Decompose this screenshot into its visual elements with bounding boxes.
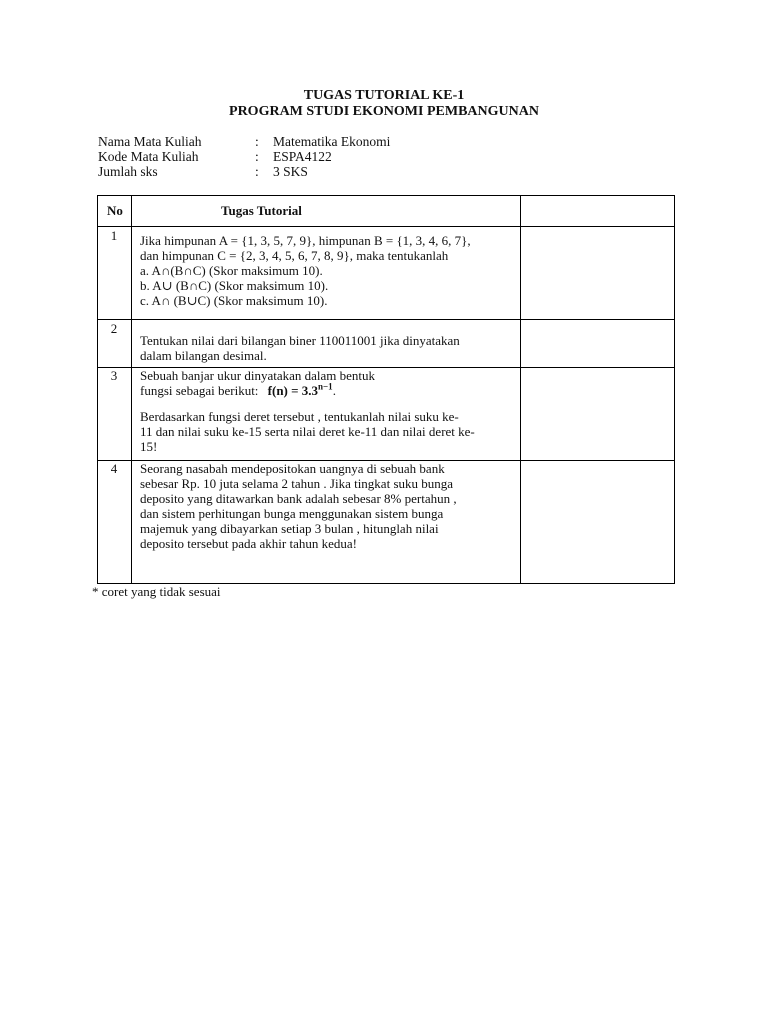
task-line: Jika himpunan A = {1, 3, 5, 7, 9}, himpunan B = {1, 3, 4, 6, 7}, bbox=[140, 233, 471, 248]
row-number: 4 bbox=[110, 461, 118, 476]
table-col-divider bbox=[131, 195, 132, 584]
task-line: Berdasarkan fungsi deret tersebut , tentukanlah nilai suku ke- bbox=[140, 409, 459, 424]
info-colon: : bbox=[255, 134, 259, 149]
info-value: Matematika Ekonomi bbox=[273, 134, 391, 149]
table-border-top bbox=[97, 195, 675, 196]
info-colon: : bbox=[255, 149, 259, 164]
task-line: c. A∩ (B∪C) (Skor maksimum 10). bbox=[140, 293, 328, 308]
task-formula-period: . bbox=[332, 383, 336, 398]
info-label: Kode Mata Kuliah bbox=[98, 149, 199, 164]
task-line: 11 dan nilai suku ke-15 serta nilai deret ke-11 dan nilai deret ke- bbox=[140, 424, 475, 439]
task-line: Sebuah banjar ukur dinyatakan dalam bentuk bbox=[140, 368, 376, 383]
task-line: majemuk yang dibayarkan setiap 3 bulan , hitunglah nilai bbox=[140, 521, 439, 536]
info-value: ESPA4122 bbox=[273, 149, 332, 164]
row-number: 3 bbox=[110, 368, 118, 383]
task-line: dan himpunan C = {2, 3, 4, 5, 6, 7, 8, 9}, maka tentukanlah bbox=[140, 248, 449, 263]
info-label: Jumlah sks bbox=[98, 164, 158, 179]
program-title: PROGRAM STUDI EKONOMI PEMBANGUNAN bbox=[229, 104, 539, 119]
task-line: sebesar Rp. 10 juta selama 2 tahun . Jika tingkat suku bunga bbox=[140, 476, 454, 491]
task-3-text bbox=[140, 368, 475, 454]
column-header-task: Tugas Tutorial bbox=[221, 203, 302, 218]
task-table bbox=[97, 195, 675, 584]
task-4-text bbox=[140, 461, 457, 551]
task-1-text bbox=[140, 233, 471, 308]
task-line: Tentukan nilai dari bilangan biner 110011001 jika dinyatakan bbox=[140, 333, 460, 348]
task-formula-exponent: n−1 bbox=[318, 381, 333, 392]
row-number: 1 bbox=[110, 228, 118, 243]
task-line: dan sistem perhitungan bunga menggunakan sistem bunga bbox=[140, 506, 444, 521]
task-line: deposito tersebut pada akhir tahun kedua! bbox=[140, 536, 357, 551]
task-formula: f(n) = 3.3 bbox=[267, 383, 319, 398]
task-formula-line bbox=[140, 383, 475, 398]
table-border-right bbox=[674, 195, 675, 584]
info-label: Nama Mata Kuliah bbox=[98, 134, 202, 149]
task-line: dalam bilangan desimal. bbox=[140, 348, 267, 363]
row-number: 2 bbox=[110, 321, 118, 336]
document-title: TUGAS TUTORIAL KE-1 bbox=[303, 88, 465, 103]
footnote: * coret yang tidak sesuai bbox=[92, 584, 221, 599]
table-header-divider bbox=[97, 226, 675, 227]
info-colon: : bbox=[255, 164, 259, 179]
table-border-left bbox=[97, 195, 98, 584]
table-col-divider bbox=[520, 195, 521, 584]
info-value: 3 SKS bbox=[273, 164, 308, 179]
task-line: deposito yang ditawarkan bank adalah sebesar 8% pertahun , bbox=[140, 491, 457, 506]
table-row-divider bbox=[97, 319, 675, 320]
task-line: Seorang nasabah mendepositokan uangnya di sebuah bank bbox=[140, 461, 445, 476]
task-line: a. A∩(B∩C) (Skor maksimum 10). bbox=[140, 263, 323, 278]
task-line: 15! bbox=[140, 439, 158, 454]
task-formula-intro: fungsi sebagai berikut: bbox=[140, 383, 259, 398]
column-header-no: No bbox=[107, 203, 123, 218]
task-2-text bbox=[140, 333, 460, 363]
task-line: b. A∪ (B∩C) (Skor maksimum 10). bbox=[140, 278, 329, 293]
